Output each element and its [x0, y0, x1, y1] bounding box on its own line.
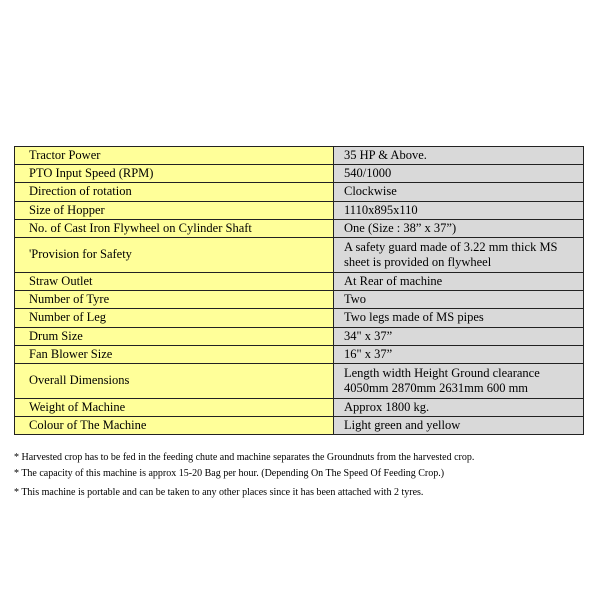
param-cell: 'Provision for Safety: [15, 237, 334, 272]
specification-table: [14, 146, 584, 435]
value-cell: Approx 1800 kg.: [334, 398, 584, 416]
table-row: [15, 363, 584, 398]
param-cell: Number of Leg: [15, 309, 334, 327]
table-row: [15, 237, 584, 272]
value-cell: One (Size : 38” x 37”): [334, 219, 584, 237]
param-cell: Number of Tyre: [15, 291, 334, 309]
value-cell: At Rear of machine: [334, 272, 584, 290]
table-row: [15, 417, 584, 435]
param-cell: Drum Size: [15, 327, 334, 345]
table-row: [15, 272, 584, 290]
note-line: * The capacity of this machine is approx 15-20 Bag per hour. (Depending On The Speed Of Feeding Crop.): [14, 468, 445, 479]
note-line: * Harvested crop has to be fed in the feeding chute and machine separates the Groundnuts from the harvested crop.: [14, 452, 475, 463]
value-cell: 16" x 37”: [334, 345, 584, 363]
value-cell: Clockwise: [334, 183, 584, 201]
value-cell: Length width Height Ground clearance 4050mm 2870mm 2631mm 600 mm: [334, 363, 584, 398]
table-row: [15, 165, 584, 183]
table-row: [15, 398, 584, 416]
param-cell: PTO Input Speed (RPM): [15, 165, 334, 183]
table-row: [15, 219, 584, 237]
param-cell: Weight of Machine: [15, 398, 334, 416]
value-cell: A safety guard made of 3.22 mm thick MS sheet is provided on flywheel: [334, 237, 584, 272]
value-cell: Two legs made of MS pipes: [334, 309, 584, 327]
value-cell: Light green and yellow: [334, 417, 584, 435]
value-cell: Two: [334, 291, 584, 309]
table-row: [15, 183, 584, 201]
table-row: [15, 147, 584, 165]
table-row: [15, 309, 584, 327]
table-row: [15, 201, 584, 219]
note-line: * This machine is portable and can be taken to any other places since it has been attached with 2 tyres.: [14, 487, 424, 498]
param-cell: Overall Dimensions: [15, 363, 334, 398]
value-cell: 34" x 37”: [334, 327, 584, 345]
param-cell: Straw Outlet: [15, 272, 334, 290]
param-cell: Size of Hopper: [15, 201, 334, 219]
notes: [14, 451, 589, 502]
value-cell: 1110x895x110: [334, 201, 584, 219]
table-row: [15, 327, 584, 345]
value-cell: 35 HP & Above.: [334, 147, 584, 165]
param-cell: Colour of The Machine: [15, 417, 334, 435]
param-cell: Direction of rotation: [15, 183, 334, 201]
value-cell: 540/1000: [334, 165, 584, 183]
table-row: [15, 291, 584, 309]
param-cell: Fan Blower Size: [15, 345, 334, 363]
param-cell: Tractor Power: [15, 147, 334, 165]
param-cell: No. of Cast Iron Flywheel on Cylinder Shaft: [15, 219, 334, 237]
table-row: [15, 345, 584, 363]
